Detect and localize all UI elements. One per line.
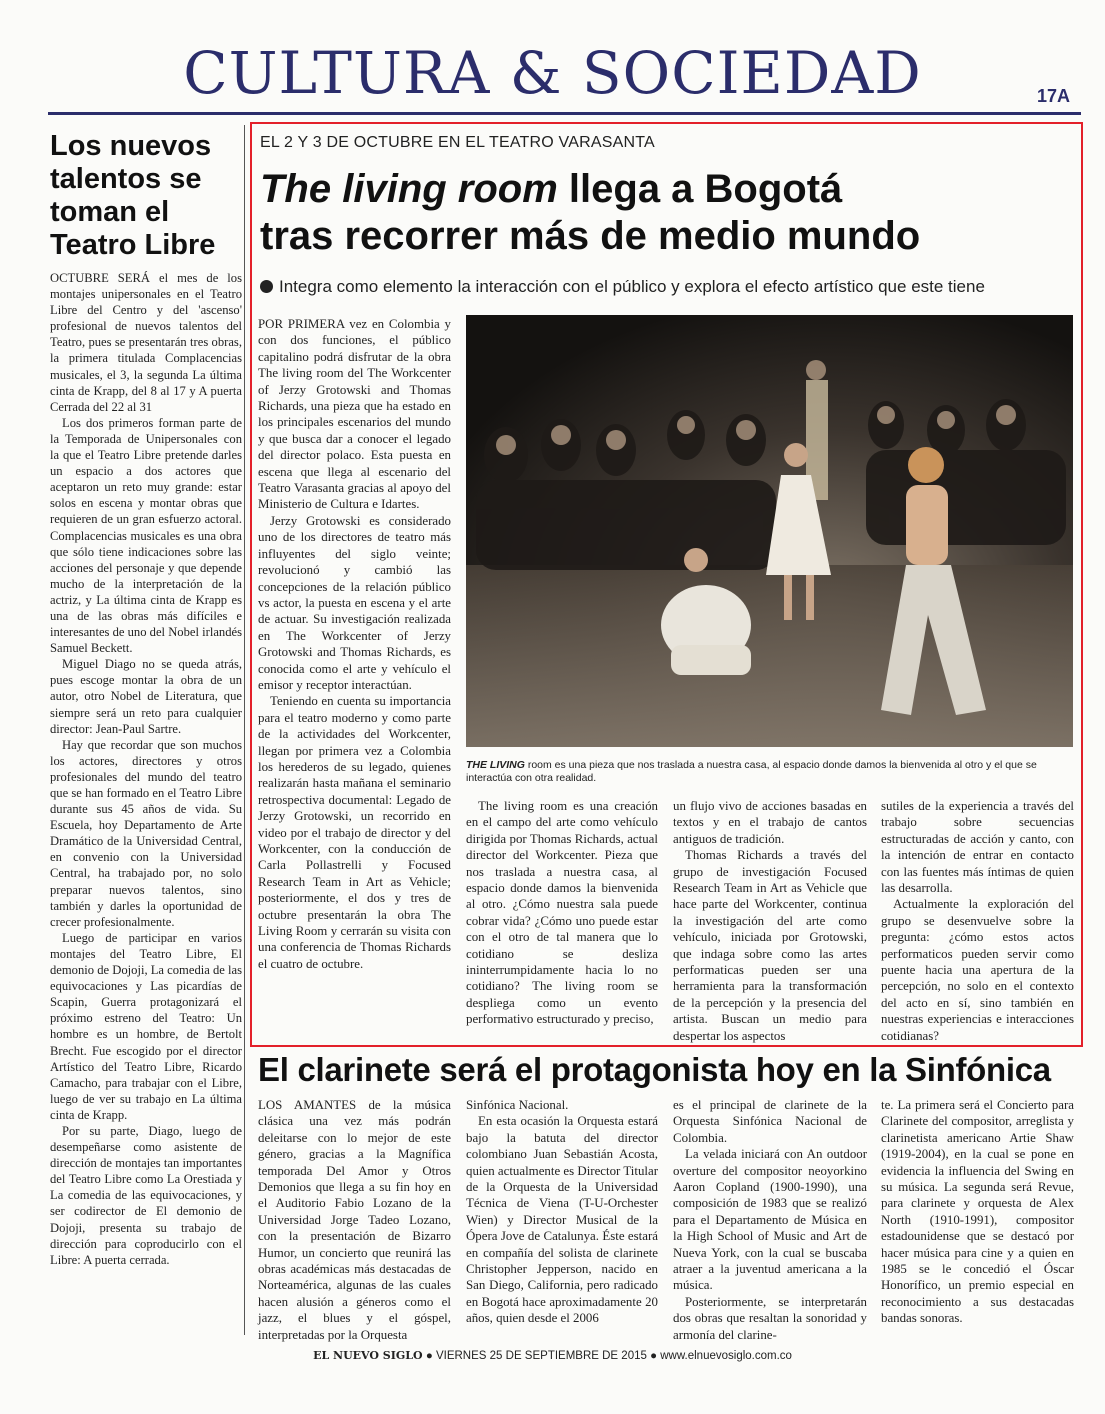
caption-text: room es una pieza que nos traslada a nuestra casa, al espacio donde damos la bienvenida al otro y el que se interactúa con otra realidad. [466, 759, 1037, 784]
footer-paper-name: EL NUEVO SIGLO [313, 1349, 423, 1362]
headline-part: llega a Bogotá [557, 167, 843, 211]
column-divider [244, 125, 245, 1335]
headline-line-2: tras recorrer más de medio mundo [260, 214, 921, 258]
section-masthead: CULTURA & SOCIEDAD [183, 39, 922, 107]
deck-text: Integra como elemento la interacción con el público y explora el efecto artístico que este tiene [279, 277, 985, 296]
main-paragraph: POR PRIMERA vez en Colombia y con dos funciones, el público capitalino podrá disfrutar de la obra The living room del The Workcenter of Jerzy Grotowski and Thomas Richards, una pieza que ha estado en los principales escenarios del mundo y que busca dar a conocer el legado del director polaco. Esta puesta en escena que llega al escenario del Teatro Varasanta gracias al apoyo del Ministerio de Cultura e Idartes. [258, 317, 451, 512]
photo-caption [466, 759, 1074, 785]
article-kicker: EL 2 Y 3 DE OCTUBRE EN EL TEATRO VARASANTA [260, 134, 655, 151]
second-article-headline: El clarinete será el protagonista hoy en la Sinfónica [258, 1051, 1051, 1088]
performance-photo [466, 315, 1073, 747]
footer-url[interactable]: www.elnuevosiglo.com.co [660, 1350, 792, 1362]
main-paragraph: The living room es una creación en el campo del arte como vehículo dirigida por Thomas Richards, actual director del Workcenter. Pieza que nos traslada a nuestra casa, al espacio donde damos la bienvenida al otro. ¿Cómo nuestra sala puede cobrar vida? ¿Cómo uno puede estar con el otro de tal manera que lo cotidiano se desliza ininterrumpidamente hacia lo no cotidiano? The living room se despliega como un evento performativo estructurado y preciso, [466, 799, 658, 1027]
headline-italic: The living room [260, 167, 558, 211]
second-paragraph: Posteriormente, se interpretarán dos obras que resaltan la sonoridad y armonía del clarine- [673, 1294, 867, 1342]
second-column-3 [673, 1097, 867, 1343]
main-paragraph: sutiles de la experiencia a través del trabajo sobre secuencias estructuradas de acción y canto, con la intención de entrar en contacto con las fuentes más íntimas de quien las desarrolla. [881, 799, 1074, 896]
second-column-2 [466, 1097, 658, 1327]
second-paragraph: En esta ocasión la Orquesta estará bajo la batuta del director colombiano Juan Sebastián Acosta, quien actualmente es Director Titular de la Orquesta de la Universidad Técnica de Viena (T-U-Orchester Wien) y Director Musical de la Ópera Jove de Catalunya. Éste estará en compañía del solista de clarinete Christopher Jepperson, nacido en San Diego, California, pero radicado en Bogotá hace aproximadamente 20 años, quien desde el 2006 [466, 1114, 658, 1326]
main-column-1 [258, 316, 451, 972]
page-number: 17A [1036, 86, 1070, 106]
second-paragraph: LOS AMANTES de la música clásica una vez más podrán deleitarse con lo mejor de este género, gracias a la Magnífica temporada Del Amor y Otros Demonios que llega a su fin hoy en el Auditorio Fabio Lozano de la Universidad Jorge Tadeo Lozano, con la presentación de Bizarro Humor, un concierto que reunirá las obras académicas más destacadas de Norteamérica, algunas de las cuales hacen alusión a géneros como el jazz, el blues y el góspel, interpretadas por la Orquesta [258, 1098, 451, 1342]
bullet-icon: ● [650, 1350, 661, 1362]
caption-lead: THE LIVING [466, 759, 525, 771]
main-paragraph: Thomas Richards a través del grupo de investigación Focused Research Team in Art as Vehicle que hace parte del Workcenter, continua la investigación del arte como vehículo, iniciada por Grotowski, que indaga sobre como las artes performaticas pueden ser una herramienta para la transformación de la percepción y la presencia del artista. Buscan un medio para despertar los aspectos [673, 848, 867, 1043]
sidebar-paragraph: Luego de participar en varios montajes del Teatro Libre, El demonio de Dojoji, La comedia de las equivocaciones y Las picardías de Scapin, Guerra protagonizará el próximo estreno del Teatro: Un hombre es un hombre, de Bertolt Brecht. Fue escogido por el director Artístico del Teatro Libre, Ricardo Camacho, para trabajar con el Libre, luego de ver su trabajo en La última cinta de Krapp. [50, 930, 242, 1122]
photo-illustration [466, 315, 1073, 747]
page-footer [0, 1349, 1105, 1362]
bullet-icon [260, 280, 273, 293]
second-paragraph: te. La primera será el Concierto para Clarinete del compositor, arreglista y clarinetista americano Artie Shaw (1919-2004), en la cual se pone en evidencia la influencia del Swing en su música. La segunda será Revue, para clarinete y orquesta de Alex North (1910-1991), compositor estadounidense que se destacó por hacer música para cine y a quien en 1985 se le concedió el Óscar Honorífico, un premio especial en reconocimiento a sus destacadas bandas sonoras. [881, 1098, 1074, 1326]
main-column-2 [466, 798, 658, 1028]
masthead-rule [48, 112, 1081, 115]
second-column-4 [881, 1097, 1074, 1327]
sidebar-paragraph: Miguel Diago no se queda atrás, pues escoge montar la obra de un autor, otro Nobel de Literatura, que siempre será un reto para cualquier director: Jean-Paul Sartre. [50, 657, 242, 736]
sidebar-paragraph: Por su parte, Diago, luego de desempeñarse como asistente de dirección de montajes tan importantes del Teatro Libre como La Orestiada y La comedia de las equivocaciones, y ser codirector de El demonio de Dojoji, presenta su trabajo de dirección para coproducirlo con el Libre: A puerta cerrada. [50, 1123, 242, 1267]
sidebar-paragraph: OCTUBRE SERÁ el mes de los montajes unipersonales en el Teatro Libre del Centro y del 'ascenso' profesional de nuevos talentos del Teatro, pues se presentarán tres obras, la primera titulada Complacencias musicales, el 3, la segunda La última cinta de Krapp, del 8 al 17 y A puerta Cerrada del 22 al 31 [50, 271, 242, 414]
sidebar-paragraph: Hay que recordar que son muchos los actores, directores y otros profesionales del mundo del teatro que se han formado en el Teatro Libre durante sus 45 años de vida. Su Escuela, hoy Departamento de Arte Dramático de la Universidad Central, en convenio con la Universidad Central, ha trabajado por, no solo preparar nuevos talentos, sino también y darles la oportunidad de crecer profesionalmente. [50, 737, 242, 929]
main-paragraph: Actualmente la exploración del grupo se desenvuelve sobre la pregunta: ¿cómo estos actos performaticos pueden servir como puente hacia una apertura de la percepción, no solo en el contexto del acto en sí, sino también en nuestras experiencias e interacciones cotidianas? [881, 897, 1074, 1043]
main-paragraph: un flujo vivo de acciones basadas en textos y en el trabajo de cantos antiguos de tradición. [673, 799, 867, 846]
second-paragraph: es el principal de clarinete de la Orquesta Sinfónica Nacional de Colombia. [673, 1098, 867, 1145]
article-deck [260, 277, 1075, 297]
footer-date: VIERNES 25 DE SEPTIEMBRE DE 2015 [435, 1350, 647, 1362]
main-column-3 [673, 798, 867, 1044]
article-headline [260, 166, 1080, 260]
sidebar-article [50, 270, 242, 1268]
sidebar-paragraph: Los dos primeros forman parte de la Temporada de Unipersonales con la que el Teatro Libre pretende darles un espacio a dos actores que aceptaron un reto muy grande: estar solos en escena y montar obras que requieren de un gran esfuerzo actoral. Complacencias musicales es una obra que sólo tiene indicaciones sobre las acciones del personaje y que depende mucho de la interpretación de la actriz, y La última cinta de Krapp es una de las obras más difíciles e interesantes de uno del Nobel irlandés Samuel Beckett. [50, 415, 242, 656]
main-column-4 [881, 798, 1074, 1044]
second-column-1 [258, 1097, 451, 1343]
main-paragraph: Jerzy Grotowski es considerado uno de los directores de teatro más influyentes del siglo veinte; revolucionó y cambió las concepciones de la relación público vs actor, la puesta en escena y el arte de actuar. Su investigación realizada en The Workcenter of Jerzy Grotowski and Thomas Richards, es conocida como el arte y vehículo el emisor y receptor interactúan. [258, 513, 451, 692]
second-paragraph: La velada iniciará con An outdoor overture del compositor neoyorkino Aaron Copland (1900-1990), una composición de 1983 que se realizó para el Departamento de Música en la High School of Music and Art de Nueva York, con la cual se buscaba atraer a la juventud americana a la música. [673, 1147, 867, 1293]
main-paragraph: Teniendo en cuenta su importancia para el teatro moderno y como parte de la actividades del Workcenter, llegan por primera vez a Colombia los herederos de su legado, quienes realizarán hasta mañana el seminario retrospectiva documental: Legado de Jerzy Grotowski, un recorrido en video por el trabajo de director y del Workcenter, con la conducción de Carla Pollastrelli y Focused Research Team in Art as Vehicle; posteriormente, el dos y tres de octubre presentarán la obra The Living Room y cerrarán su visita con una conferencia de Thomas Richards el cuatro de octubre. [258, 694, 451, 971]
bullet-icon: ● [425, 1350, 436, 1362]
second-paragraph: Sinfónica Nacional. [466, 1098, 569, 1112]
sidebar-headline: Los nuevos talentos se toman el Teatro Libre [50, 130, 216, 261]
